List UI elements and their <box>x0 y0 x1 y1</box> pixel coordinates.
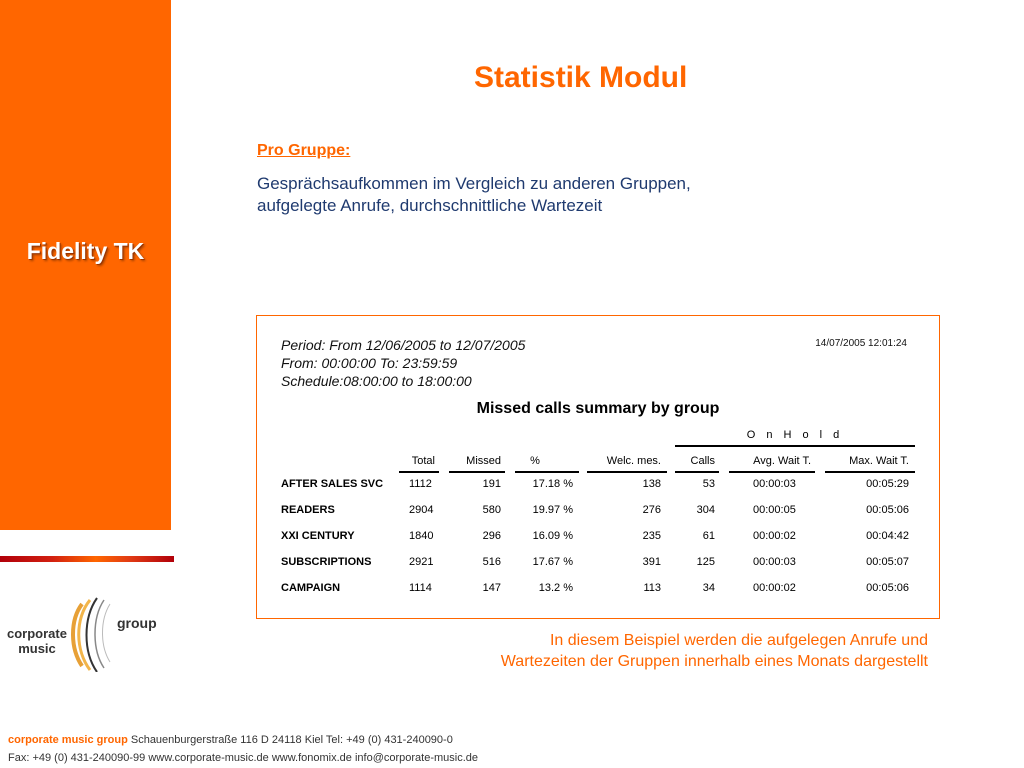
report-title: Missed calls summary by group <box>476 400 720 417</box>
cell-welcome-message: 113 <box>643 582 661 594</box>
footer-company: corporate music group <box>8 734 128 746</box>
page-title: Statistik Modul <box>474 61 688 94</box>
cell-missed: 296 <box>482 530 501 542</box>
group-name: XXI CENTURY <box>281 530 355 542</box>
table-row <box>257 504 939 524</box>
footer <box>8 731 478 767</box>
group-name: SUBSCRIPTIONS <box>281 556 372 568</box>
header-rule <box>729 471 815 473</box>
cell-calls: 304 <box>696 504 715 516</box>
cell-max-wait: 00:05:29 <box>866 478 909 490</box>
table-row <box>257 530 939 550</box>
header-total: Total <box>411 455 435 467</box>
cell-welcome-message: 138 <box>642 478 661 490</box>
cell-max-wait: 00:05:06 <box>866 504 909 516</box>
cell-max-wait: 00:04:42 <box>866 530 909 542</box>
header-welcome-message: Welc. mes. <box>606 455 661 467</box>
cell-avg-wait: 00:00:02 <box>753 530 796 542</box>
cell-welcome-message: 235 <box>642 530 661 542</box>
cell-total: 1114 <box>409 582 432 594</box>
cell-avg-wait: 00:00:05 <box>753 504 796 516</box>
header-rule <box>515 471 579 473</box>
cell-percent: 17.67 % <box>532 556 573 568</box>
cell-calls: 53 <box>702 478 715 490</box>
group-name: CAMPAIGN <box>281 582 341 594</box>
cell-percent: 17.18 % <box>532 478 573 490</box>
group-name: AFTER SALES SVC <box>281 478 384 490</box>
header-rule <box>449 471 505 473</box>
report-timestamp: 14/07/2005 12:01:24 <box>815 338 907 349</box>
cell-avg-wait: 00:00:03 <box>753 556 796 568</box>
cell-missed: 580 <box>482 504 501 516</box>
cell-calls: 61 <box>702 530 715 542</box>
onhold-group-label: O n H o l d <box>746 429 844 441</box>
cell-missed: 516 <box>482 556 501 568</box>
report-period: Period: From 12/06/2005 to 12/07/2005 <box>281 337 526 353</box>
logo-word-corporate: corporate <box>7 626 67 641</box>
section-description: Gesprächsaufkommen im Vergleich zu anderen Gruppen, aufgelegte Anrufe, durchschnittliche Wartezeit <box>257 174 691 215</box>
sidebar-panel <box>0 0 171 530</box>
report-image <box>256 315 940 619</box>
table-row <box>257 478 939 498</box>
cell-calls: 125 <box>696 556 715 568</box>
logo-text <box>3 626 71 656</box>
section-heading: Pro Gruppe: <box>257 142 351 159</box>
footer-address: Schauenburgerstraße 116 D 24118 Kiel Tel: +49 (0) 431-240090-0 <box>130 734 453 746</box>
onhold-group-rule <box>675 445 915 447</box>
cell-avg-wait: 00:00:02 <box>753 582 796 594</box>
cell-welcome-message: 276 <box>642 504 661 516</box>
brand-name: Fidelity TK <box>26 238 145 264</box>
report-caption: In diesem Beispiel werden die aufgelegen Anrufe und Wartezeiten der Gruppen innerhalb eines Monats dargestellt <box>500 632 928 670</box>
header-rule <box>399 471 439 473</box>
cell-percent: 13.2 % <box>538 582 573 594</box>
cell-missed: 191 <box>482 478 501 490</box>
cell-max-wait: 00:05:06 <box>866 582 909 594</box>
cell-total: 2904 <box>409 504 434 516</box>
cell-avg-wait: 00:00:03 <box>753 478 796 490</box>
header-rule <box>675 471 719 473</box>
cell-max-wait: 00:05:07 <box>866 556 909 568</box>
header-avg-wait: Avg. Wait T. <box>753 455 811 467</box>
header-max-wait: Max. Wait T. <box>849 455 909 467</box>
cell-total: 2921 <box>409 556 434 568</box>
header-rule <box>825 471 915 473</box>
cell-missed: 147 <box>482 582 501 594</box>
cell-calls: 34 <box>702 582 715 594</box>
header-missed: Missed <box>466 455 501 467</box>
report-meta <box>281 336 525 390</box>
table-row <box>257 556 939 576</box>
cell-total: 1112 <box>409 478 432 490</box>
group-name: READERS <box>281 504 335 516</box>
cell-total: 1840 <box>409 530 434 542</box>
decorative-stripe <box>0 556 174 562</box>
logo-word-group: group <box>117 615 157 631</box>
header-percent: % <box>530 455 540 467</box>
header-calls: Calls <box>690 455 715 467</box>
cell-percent: 19.97 % <box>532 504 573 516</box>
report-time-range: From: 00:00:00 To: 23:59:59 <box>281 355 458 371</box>
header-rule <box>587 471 667 473</box>
logo-word-music: music <box>18 641 56 656</box>
report-schedule: Schedule:08:00:00 to 18:00:00 <box>281 373 472 389</box>
cell-percent: 16.09 % <box>532 530 573 542</box>
table-row <box>257 582 939 602</box>
cell-welcome-message: 391 <box>642 556 661 568</box>
footer-contact: Fax: +49 (0) 431-240090-99 www.corporate-music.de www.fonomix.de info@corporate-music.de <box>8 752 479 764</box>
